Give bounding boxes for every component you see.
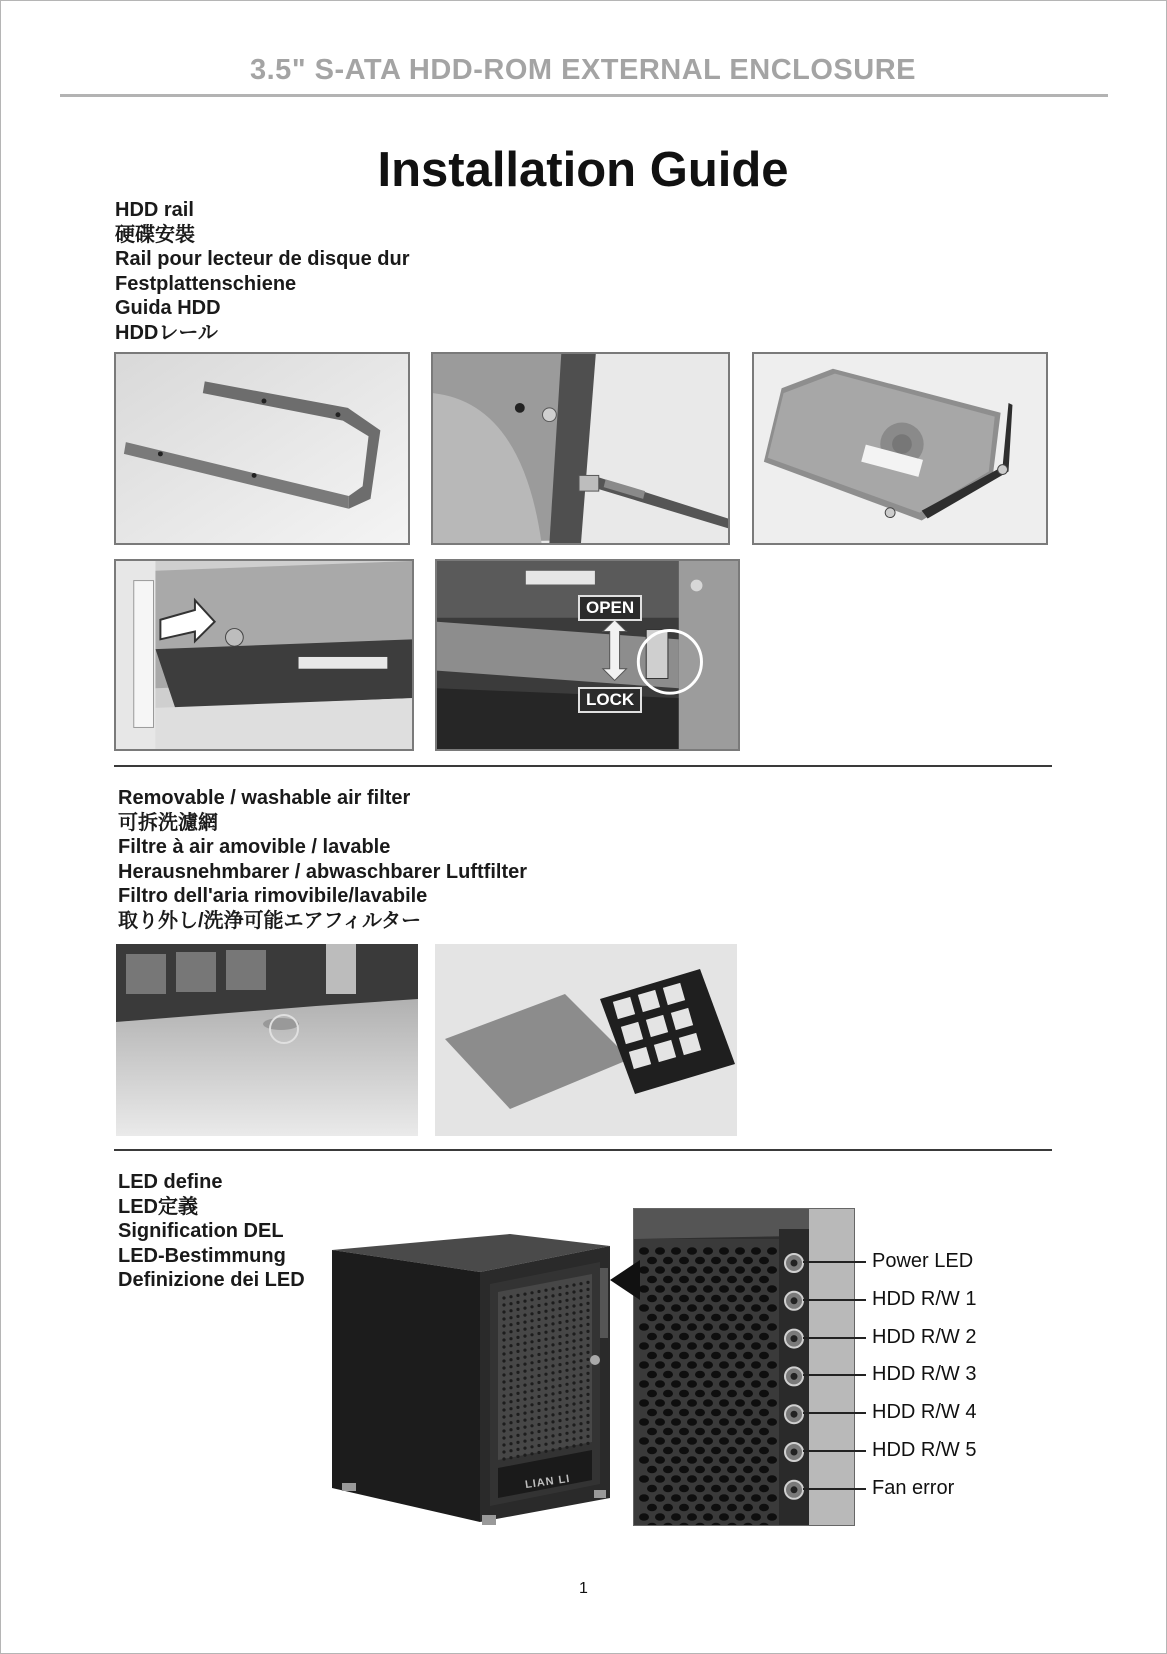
label-line: 可拆洗濾網 <box>118 811 218 834</box>
brand-logo: LIAN LI <box>524 1472 572 1492</box>
led-leader-line <box>803 1299 866 1301</box>
led-indicator-center <box>791 1449 798 1456</box>
led-leader-line <box>803 1412 866 1414</box>
led-leader-line <box>803 1450 866 1452</box>
page-title: Installation Guide <box>377 143 789 197</box>
label-line: Definizione dei LED <box>118 1269 305 1291</box>
label-line: Festplattenschiene <box>115 272 297 295</box>
led-label: HDD R/W 2 <box>872 1325 977 1348</box>
label-line: 取り外し/洗浄可能エアフィルター <box>118 909 422 932</box>
product-header: 3.5" S-ATA HDD-ROM EXTERNAL ENCLOSURE <box>250 54 916 86</box>
open-callout: OPEN <box>578 595 642 621</box>
led-define-labels <box>118 1170 305 1293</box>
led-label: Power LED <box>872 1250 974 1272</box>
photo-rail-part <box>114 352 410 545</box>
photo-filter-location <box>116 944 418 1136</box>
photo-drive-with-rail <box>752 352 1048 545</box>
led-panel-closeup <box>633 1208 855 1526</box>
label-line: Removable / washable air filter <box>118 787 411 809</box>
led-label: HDD R/W 4 <box>872 1401 977 1424</box>
photo-filter-parts <box>435 944 737 1136</box>
enclosure-illustration <box>330 1228 630 1528</box>
label-line: LED定義 <box>118 1195 198 1218</box>
led-indicator-center <box>791 1411 798 1418</box>
photo-screw-install <box>431 352 730 545</box>
led-label: HDD R/W 3 <box>872 1363 977 1386</box>
label-line: LED-Bestimmung <box>118 1244 286 1267</box>
label-line: Signification DEL <box>118 1220 284 1242</box>
led-leader-line <box>803 1488 866 1490</box>
label-line: HDDレール <box>115 321 218 344</box>
lock-callout: LOCK <box>578 687 642 713</box>
label-line: HDD rail <box>115 199 194 221</box>
led-indicator-center <box>791 1335 798 1342</box>
label-line: 硬碟安裝 <box>115 223 195 246</box>
header-rule <box>60 94 1108 97</box>
zoom-wedge <box>610 1260 640 1305</box>
led-leader-line <box>803 1337 866 1339</box>
label-line: Filtre à air amovible / lavable <box>118 836 391 858</box>
led-leader-line <box>803 1261 866 1263</box>
led-label: HDD R/W 1 <box>872 1287 977 1310</box>
section-divider <box>114 765 1052 767</box>
label-line: Filtro dell'aria rimovibile/lavabile <box>118 885 428 907</box>
photo-slide-drive-in <box>114 559 414 751</box>
led-leader-line <box>803 1374 866 1376</box>
label-line: Herausnehmbarer / abwaschbarer Luftfilter <box>118 860 528 883</box>
section-divider <box>114 1149 1052 1151</box>
air-filter-labels <box>118 786 527 933</box>
led-indicator-center <box>791 1260 798 1267</box>
led-indicator-center <box>791 1486 798 1493</box>
hdd-rail-labels <box>115 198 410 345</box>
led-indicator-center <box>791 1373 798 1380</box>
photo-open-lock-latch <box>435 559 740 751</box>
label-line: Rail pour lecteur de disque dur <box>115 248 410 270</box>
label-line: Guida HDD <box>115 297 221 319</box>
led-label: Fan error <box>872 1476 955 1499</box>
led-label: HDD R/W 5 <box>872 1439 977 1461</box>
page-number: 1 <box>579 1580 588 1597</box>
led-indicator-center <box>791 1297 798 1304</box>
label-line: LED define <box>118 1171 223 1193</box>
